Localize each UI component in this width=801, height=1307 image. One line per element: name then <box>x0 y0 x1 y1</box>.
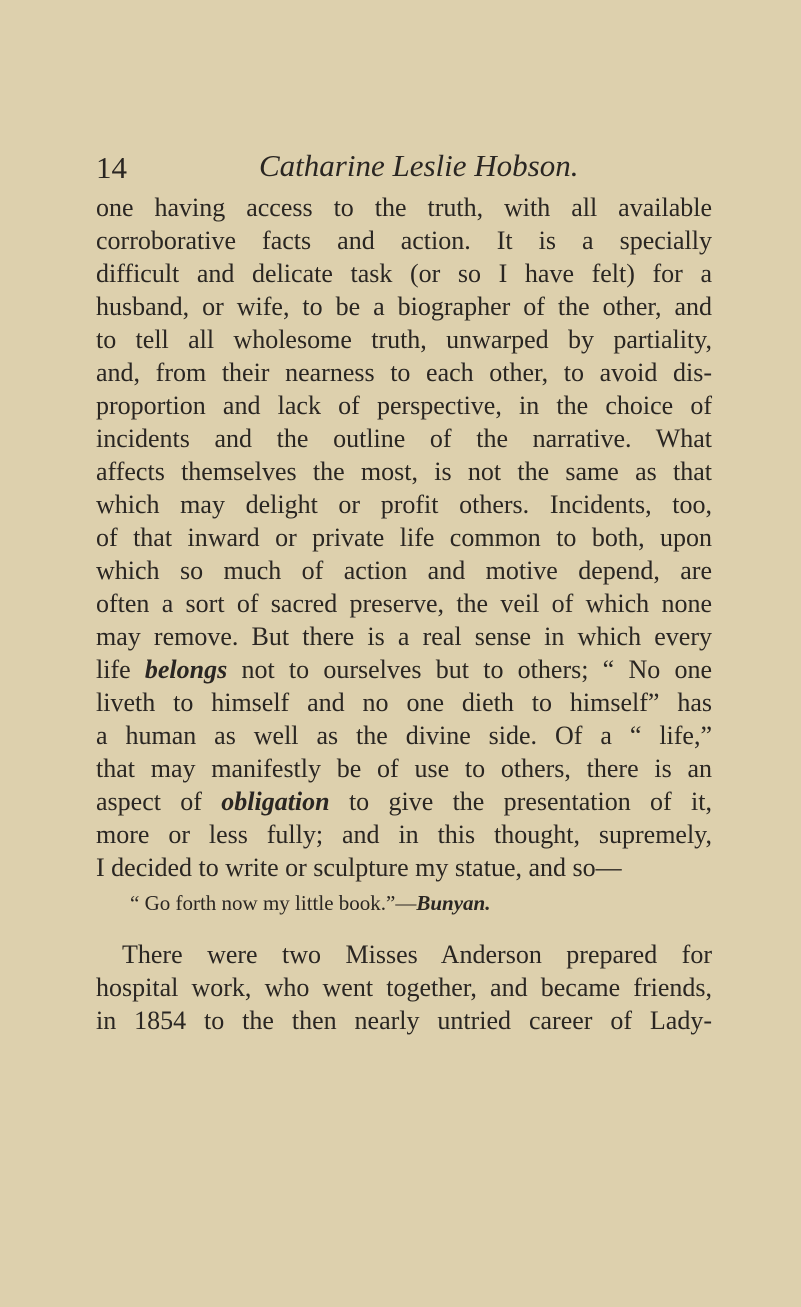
text-fragment: life <box>96 655 145 684</box>
text-line: incidents and the outline of the narrative. What <box>96 424 712 453</box>
paragraph-spacer <box>96 924 712 938</box>
text-line: to tell all wholesome truth, unwarped by partiality, <box>96 325 712 354</box>
running-head <box>96 146 716 186</box>
text-line: difficult and delicate task (or so I have felt) for a <box>96 259 712 288</box>
text-line: There were two Misses Anderson prepared for <box>122 940 712 969</box>
text-line: corroborative facts and action. It is a specially <box>96 226 712 255</box>
epigraph-quote: “ Go forth now my little book.”— <box>130 891 417 915</box>
text-line: that may manifestly be of use to others, there is an <box>96 754 712 783</box>
emphasis-belongs: belongs <box>144 655 228 684</box>
body-text <box>96 191 712 1037</box>
text-line: affects themselves the most, is not the same as that <box>96 457 712 486</box>
text-line: liveth to himself and no one dieth to himself” has <box>96 688 712 717</box>
text-line: I decided to write or sculpture my statue, and so— <box>96 853 622 882</box>
text-line: which so much of action and motive depend, are <box>96 556 712 585</box>
text-line: hospital work, who went together, and became friends, <box>96 973 712 1002</box>
text-line: and, from their nearness to each other, to avoid dis- <box>96 358 712 387</box>
text-line: may remove. But there is a real sense in which every <box>96 622 712 651</box>
text-line: husband, or wife, to be a biographer of the other, and <box>96 292 712 321</box>
text-line: a human as well as the divine side. Of a “ life,” <box>96 721 712 750</box>
text-line: of that inward or private life common to both, upon <box>96 523 712 552</box>
text-line: in 1854 to the then nearly untried career of Lady- <box>96 1006 712 1035</box>
running-title: Catharine Leslie Hobson. <box>259 148 579 183</box>
text-line: often a sort of sacred preserve, the veil of which none <box>96 589 712 618</box>
epigraph <box>96 888 712 924</box>
text-line: more or less fully; and in this thought, supremely, <box>96 820 712 849</box>
text-line <box>96 785 712 818</box>
text-fragment: not to ourselves but to others; “ No one <box>227 655 712 684</box>
text-line <box>96 653 712 686</box>
text-line: one having access to the truth, with all available <box>96 193 712 222</box>
text-fragment: aspect of <box>96 787 222 816</box>
emphasis-obligation: obligation <box>221 787 330 816</box>
text-fragment: to give the presentation of it, <box>329 787 712 816</box>
text-line: which may delight or profit others. Incidents, too, <box>96 490 712 519</box>
page-number: 14 <box>96 150 127 185</box>
epigraph-attribution: Bunyan. <box>416 891 491 915</box>
text-line: proportion and lack of perspective, in the choice of <box>96 391 712 420</box>
